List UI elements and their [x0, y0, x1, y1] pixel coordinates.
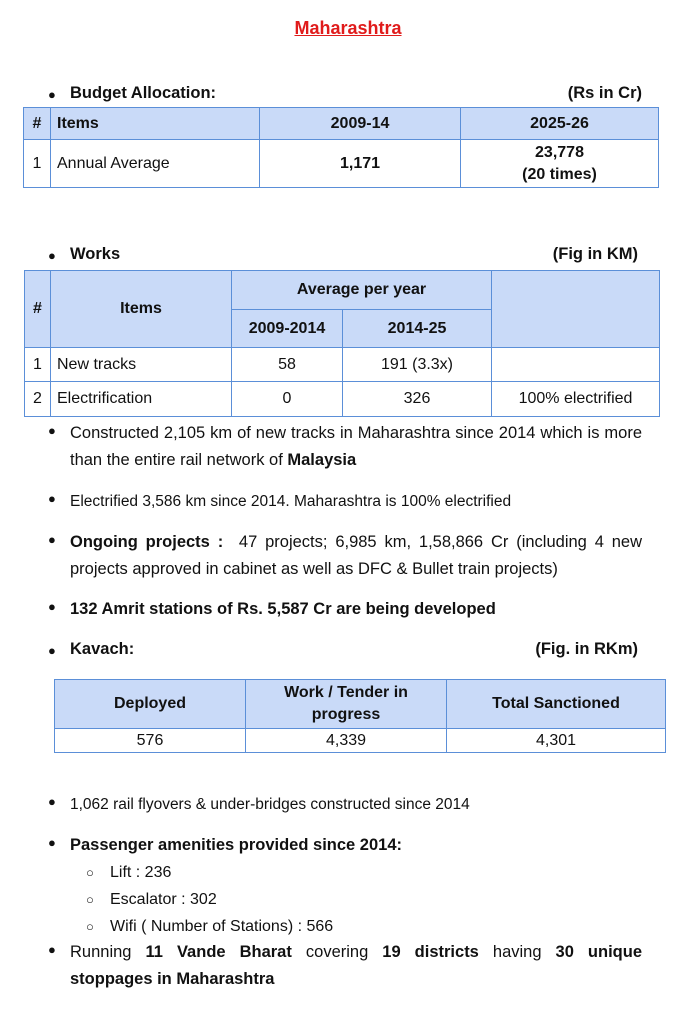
vande-text-3: having [492, 943, 542, 961]
budget-heading-row [48, 84, 642, 106]
budget-table [23, 107, 659, 188]
flyovers-bullet [48, 791, 642, 818]
works-row-v2: 191 (3.3x) [343, 348, 492, 382]
works-row-note [492, 348, 660, 382]
bullet-icon: ● [48, 794, 56, 809]
budget-header-row [24, 108, 659, 140]
kavach-header-sanctioned: Total Sanctioned [447, 680, 666, 729]
budget-header-2009: 2009-14 [260, 108, 461, 140]
vande-bold-2: 19 districts [382, 943, 479, 961]
amrit-text: 132 Amrit stations of Rs. 5,587 Cr are being developed [70, 600, 496, 618]
amrit-bullet [48, 596, 642, 623]
list-item [86, 886, 586, 913]
works-header-items: Items [51, 271, 232, 348]
bullet-icon: ● [48, 248, 56, 263]
ongoing-text: 47 projects; 6,985 km, 1,58,866 Cr (including 4 new projects approved in cabinet as well as DFC & Bullet train projects) [70, 533, 642, 578]
budget-row-item: Annual Average [51, 140, 260, 188]
constructed-bold: Malaysia [287, 451, 357, 469]
circle-bullet-icon: ○ [86, 865, 94, 880]
constructed-bullet [48, 420, 642, 474]
amenity-lift: Lift : 236 [110, 864, 172, 881]
works-header-note [492, 271, 660, 348]
kavach-header-progress: Work / Tender in progress [246, 680, 447, 729]
bullet-icon: ● [48, 491, 56, 506]
table-row [25, 382, 660, 417]
circle-bullet-icon: ○ [86, 919, 94, 934]
works-heading-row [48, 245, 638, 267]
vande-bold-3: 30 unique stoppages in Maharashtra [70, 943, 642, 988]
ongoing-bullet [48, 529, 642, 583]
works-header-y1: 2009-2014 [232, 310, 343, 348]
bullet-icon: ● [48, 423, 56, 438]
works-header-y2: 2014-25 [343, 310, 492, 348]
amenity-wifi: Wifi ( Number of Stations) : 566 [110, 918, 334, 935]
budget-header-items: Items [51, 108, 260, 140]
vande-bold-1: 11 Vande Bharat [145, 943, 292, 961]
works-table [24, 270, 660, 417]
kavach-heading: Kavach: [70, 640, 135, 658]
kavach-sanctioned-value: 4,301 [447, 729, 666, 753]
works-row-item: New tracks [51, 348, 232, 382]
vande-text-2: covering [305, 943, 369, 961]
constructed-text: Constructed 2,105 km of new tracks in Maharashtra since 2014 which is more than the entire rail network of [70, 424, 642, 469]
kavach-deployed-value: 576 [55, 729, 246, 753]
bullet-icon: ● [48, 87, 56, 102]
works-header-num: # [25, 271, 51, 348]
bullet-icon: ● [48, 835, 56, 850]
budget-row-v2-line2: (20 times) [522, 165, 597, 183]
budget-header-num: # [24, 108, 51, 140]
bullet-icon: ● [48, 942, 56, 957]
electrified-text: Electrified 3,586 km since 2014. Maharashtra is 100% electrified [70, 493, 512, 510]
budget-row-num: 1 [24, 140, 51, 188]
table-row [24, 140, 659, 188]
list-item [86, 859, 586, 886]
works-row-num: 1 [25, 348, 51, 382]
bullet-icon: ● [48, 643, 56, 658]
works-row-item: Electrification [51, 382, 232, 417]
works-header-avg: Average per year [232, 271, 492, 310]
amenities-list [86, 859, 586, 940]
works-row-num: 2 [25, 382, 51, 417]
bullet-icon: ● [48, 599, 56, 614]
electrified-bullet [48, 488, 642, 515]
works-row-v1: 0 [232, 382, 343, 417]
works-row-v2: 326 [343, 382, 492, 417]
page-title: Maharashtra [294, 18, 402, 38]
list-item [86, 913, 586, 940]
kavach-progress-value: 4,339 [246, 729, 447, 753]
budget-heading: Budget Allocation: [70, 84, 217, 102]
bullet-icon: ● [48, 532, 56, 547]
amenity-escalator: Escalator : 302 [110, 891, 217, 908]
budget-header-2025: 2025-26 [461, 108, 659, 140]
circle-bullet-icon: ○ [86, 892, 94, 907]
amenities-heading: Passenger amenities provided since 2014: [70, 836, 402, 854]
ongoing-bold: Ongoing projects : [70, 533, 224, 551]
kavach-header-row [55, 680, 666, 729]
budget-row-v2 [461, 140, 659, 188]
kavach-header-deployed: Deployed [55, 680, 246, 729]
works-heading: Works [70, 245, 121, 263]
vande-bullet [48, 939, 642, 993]
budget-unit: (Rs in Cr) [567, 84, 642, 102]
table-row [55, 729, 666, 753]
budget-row-v2-line1: 23,778 [535, 143, 584, 161]
kavach-table [54, 679, 666, 753]
kavach-unit: (Fig. in RKm) [535, 640, 638, 658]
works-row-note: 100% electrified [492, 382, 660, 417]
kavach-heading-row [48, 640, 638, 662]
table-row [25, 348, 660, 382]
works-unit: (Fig in KM) [552, 245, 638, 263]
budget-row-v1: 1,171 [260, 140, 461, 188]
works-row-v1: 58 [232, 348, 343, 382]
vande-text-1: Running [70, 943, 132, 961]
flyovers-text: 1,062 rail flyovers & under-bridges constructed since 2014 [70, 796, 470, 813]
amenities-bullet [48, 832, 642, 859]
